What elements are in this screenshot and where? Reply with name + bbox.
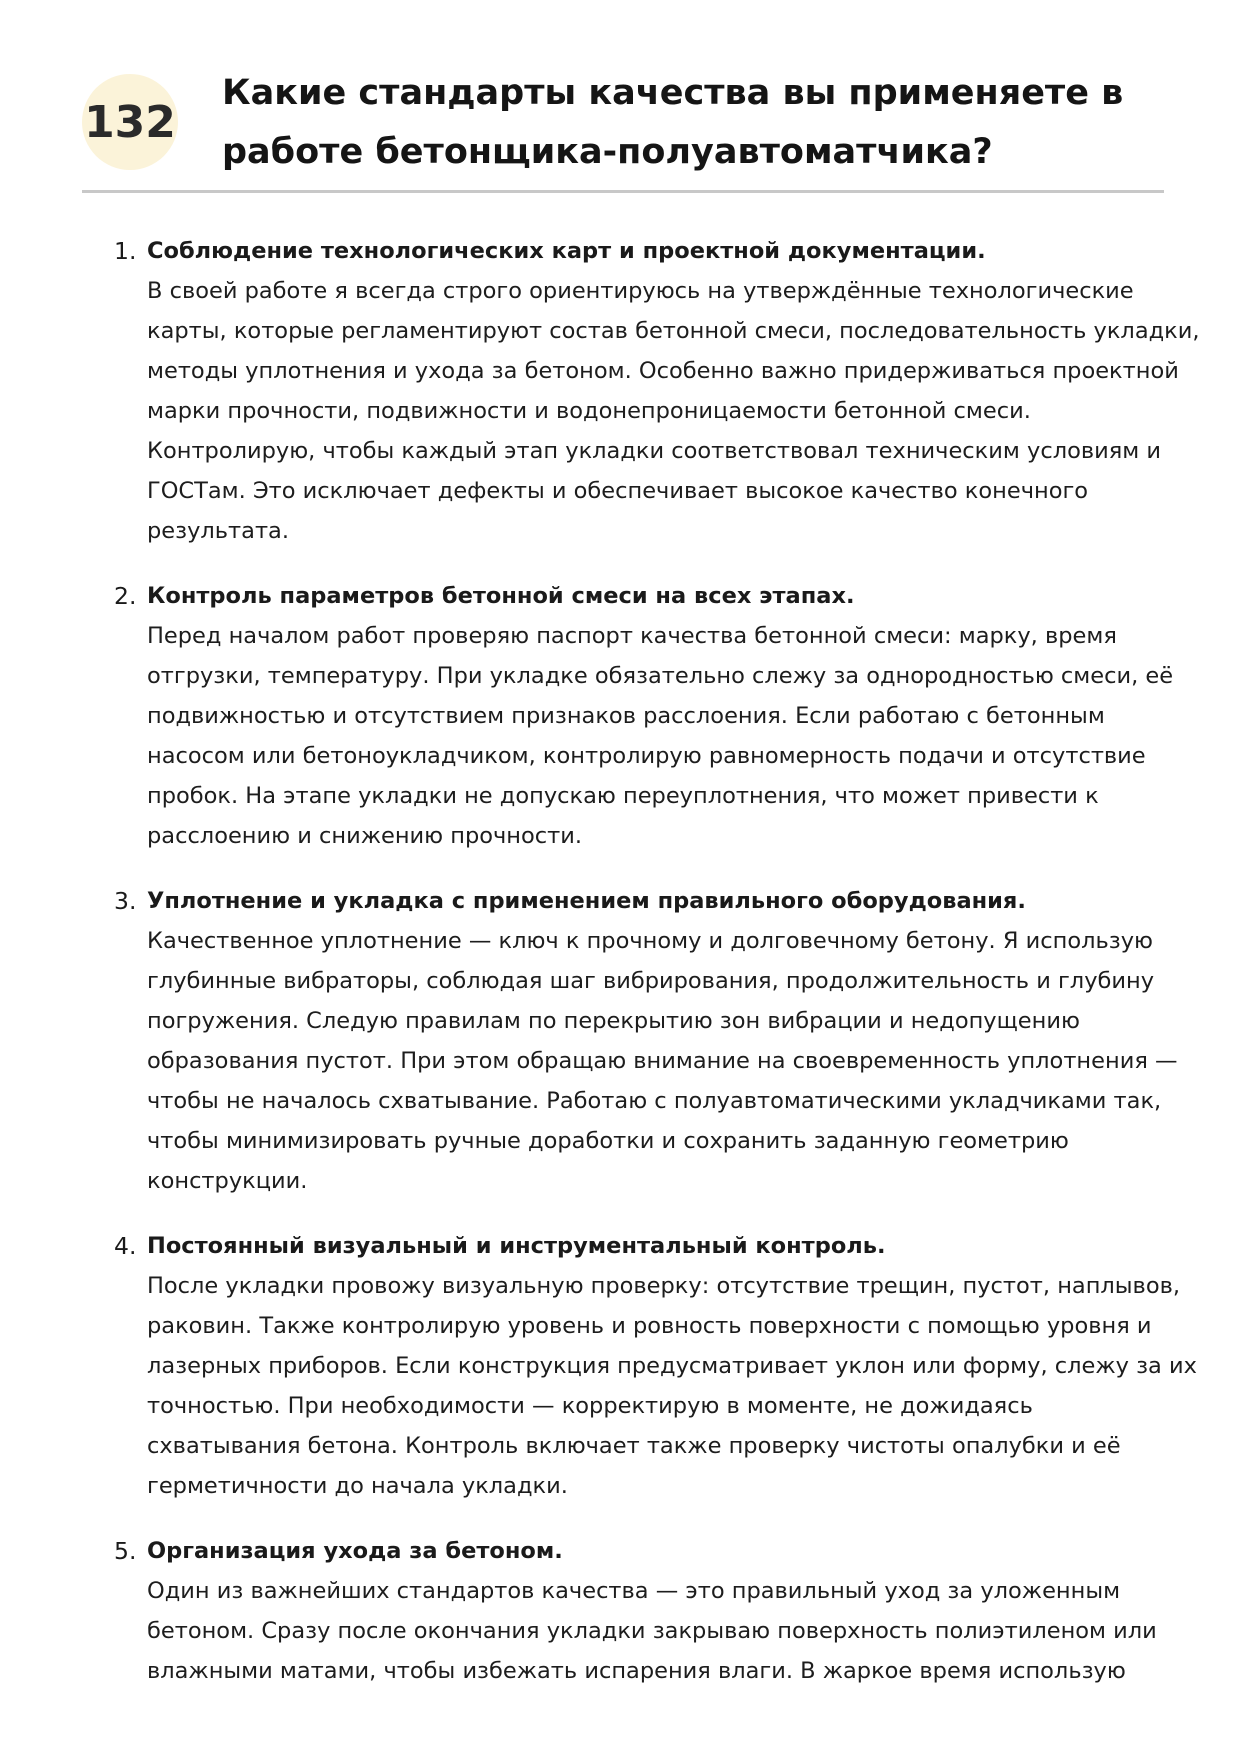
item-number: 5.	[114, 1537, 137, 1565]
list-item	[114, 1226, 1197, 1506]
item-title: Организация ухода за бетоном.	[147, 1538, 563, 1564]
body-line: бетоном. Сразу после окончания укладки закрываю поверхность полиэтиленом или	[147, 1618, 1157, 1644]
body-line: чтобы минимизировать ручные доработки и сохранить заданную геометрию	[147, 1128, 1069, 1154]
item-number: 4.	[114, 1232, 137, 1260]
item-body	[147, 616, 1174, 856]
question-header	[82, 58, 1164, 193]
item-number: 2.	[114, 582, 137, 610]
item-title: Уплотнение и укладка с применением правильного оборудования.	[147, 888, 1026, 914]
item-number: 1.	[114, 237, 137, 265]
list-item	[114, 576, 1174, 856]
body-line: После укладки провожу визуальную проверку: отсутствие трещин, пустот, наплывов,	[147, 1273, 1181, 1299]
body-line: отгрузки, температуру. При укладке обязательно слежу за однородностью смеси, её	[147, 663, 1174, 689]
body-line: ГОСТам. Это исключает дефекты и обеспечивает высокое качество конечного	[147, 478, 1089, 504]
item-title: Соблюдение технологических карт и проектной документации.	[147, 238, 986, 264]
body-line: погружения. Следую правилам по перекрытию зон вибрации и недопущению	[147, 1008, 1080, 1034]
body-line: точностью. При необходимости — корректирую в моменте, не дожидаясь	[147, 1393, 1033, 1419]
body-line: пробок. На этапе укладки не допускаю переуплотнения, что может привести к	[147, 783, 1099, 809]
body-line: насосом или бетоноукладчиком, контролирую равномерность подачи и отсутствие	[147, 743, 1146, 769]
body-line: подвижностью и отсутствием признаков расслоения. Если работаю с бетонным	[147, 703, 1105, 729]
body-line: образования пустот. При этом обращаю внимание на своевременность уплотнения —	[147, 1048, 1178, 1074]
item-body	[147, 921, 1178, 1201]
question-number-badge: 132	[82, 74, 178, 170]
question-title: Какие стандарты качества вы применяете в работе бетонщика-полуавтоматчика?	[222, 73, 1124, 172]
body-line: результата.	[147, 518, 289, 544]
body-line: марки прочности, подвижности и водонепроницаемости бетонной смеси.	[147, 398, 1031, 424]
item-body	[147, 1266, 1197, 1506]
list-item	[114, 231, 1200, 551]
item-body	[147, 271, 1200, 551]
list-item	[114, 881, 1178, 1201]
body-line: чтобы не началось схватывание. Работаю с полуавтоматическими укладчиками так,	[147, 1088, 1162, 1114]
list-item	[114, 1531, 1174, 1691]
item-title: Постоянный визуальный и инструментальный контроль.	[147, 1233, 886, 1259]
item-title: Контроль параметров бетонной смеси на всех этапах.	[147, 583, 855, 609]
body-line: Контролирую, чтобы каждый этап укладки соответствовал техническим условиям и	[147, 438, 1162, 464]
item-body	[147, 1571, 1174, 1691]
body-line: методы уплотнения и ухода за бетоном. Особенно важно придерживаться проектной	[147, 358, 1179, 384]
body-line: схватывания бетона. Контроль включает также проверку чистоты опалубки и её	[147, 1433, 1121, 1459]
body-line: влажными матами, чтобы избежать испарения влаги. В жаркое время использую	[147, 1658, 1126, 1684]
body-line: раковин. Также контролирую уровень и ровность поверхности с помощью уровня и	[147, 1313, 1152, 1339]
body-line: В своей работе я всегда строго ориентируюсь на утверждённые технологические	[147, 278, 1134, 304]
item-number: 3.	[114, 887, 137, 915]
body-line: Перед началом работ проверяю паспорт качества бетонной смеси: марку, время	[147, 623, 1117, 649]
body-line: карты, которые регламентируют состав бетонной смеси, последовательность укладки,	[147, 318, 1200, 344]
body-line: герметичности до начала укладки.	[147, 1473, 568, 1499]
answer-list	[114, 231, 1200, 1716]
body-line: Качественное уплотнение — ключ к прочному и долговечному бетону. Я использую	[147, 928, 1153, 954]
body-line: лазерных приборов. Если конструкция предусматривает уклон или форму, слежу за их	[147, 1353, 1197, 1379]
body-line: конструкции.	[147, 1168, 308, 1194]
body-line: глубинные вибраторы, соблюдая шаг вибрирования, продолжительность и глубину	[147, 968, 1155, 994]
body-line: расслоению и снижению прочности.	[147, 823, 583, 849]
body-line: Один из важнейших стандартов качества — это правильный уход за уложенным	[147, 1578, 1121, 1604]
